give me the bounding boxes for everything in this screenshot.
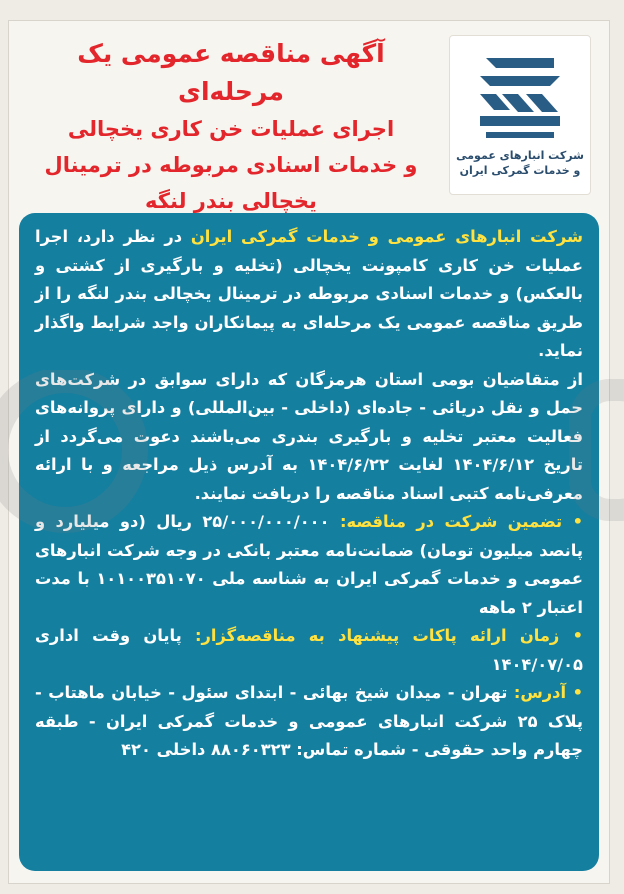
intro-text: در نظر دارد، اجرا عملیات خن کاری کامپونت یخچالی (تخلیه و بارگیری از کشتی و بالعکس) و خدمات اسنادی مربوطه در ترمینال یخچالی بندر لنگه را از طریق مناقصه عمومی یک مرحله‌ای به پیمانکاران واجد شرایط واگذار نماید. — [35, 227, 583, 360]
intro-paragraph — [35, 223, 583, 366]
logo-mark-icon — [472, 50, 568, 142]
announcement-text — [35, 223, 583, 765]
eligibility-paragraph: از متقاضیان بومی استان هرمزگان که دارای سوابق در شرکت‌های حمل و نقل دریائی - جاده‌ای (داخلی - بین‌المللی) و دارای پروانه‌های فعالیت معتبر تخلیه و بارگیری بندری می‌باشند دعوت می‌گردد از تاریخ ۱۴۰۴/۶/۱۲ لغایت ۱۴۰۴/۶/۲۲ به آدرس ذیل مراجعه و با ارائه معرفی‌نامه کتبی اسناد مناقصه را دریافت نمایند. — [35, 369, 583, 503]
company-name: شرکت انبارهای عمومی و خدمات گمرکی ایران — [190, 227, 583, 246]
title-line-3: و خدمات اسنادی مربوطه در ترمینال — [44, 153, 418, 177]
address-text: تهران - میدان شیخ بهائی - ابتدای سئول - خیابان ماهتاب - پلاک ۲۵ شرکت انبارهای عمومی و خدمات گمرکی ایران - طبقه چهارم واحد حقوقی - شماره تماس: ۸۸۰۶۰۳۲۳ داخلی ۴۲۰ — [35, 683, 583, 759]
advertisement-sheet — [8, 20, 610, 884]
guarantee-text: ۲۵/۰۰۰/۰۰۰/۰۰۰ ریال (دو میلیارد و پانصد میلیون تومان) ضمانت‌نامه معتبر بانکی در وجه شرکت انبارهای عمومی و خدمات گمرکی ایران به شناسه ملی ۱۰۱۰۰۳۵۱۰۷۰ با مدت اعتبار ۲ ماهه — [35, 512, 583, 617]
deadline-text: پایان وقت اداری ۱۴۰۴/۰۷/۰۵ — [35, 626, 583, 674]
company-logo — [449, 35, 591, 195]
bullet-icon: • — [572, 512, 584, 531]
announcement-panel — [19, 213, 599, 871]
title-line-4: یخچالی بندر لنگه — [145, 189, 317, 213]
bullet-icon: • — [572, 626, 584, 645]
bullet-icon: • — [572, 683, 583, 702]
header — [9, 21, 609, 211]
address-label: آدرس: — [513, 683, 567, 702]
address-paragraph — [35, 679, 583, 765]
deadline-label: زمان ارائه پاکات پیشنهاد به مناقصه‌گزار: — [195, 626, 560, 645]
title-line-1: آگهی مناقصه عمومی یک مرحله‌ای — [77, 39, 385, 106]
deadline-paragraph — [35, 622, 583, 679]
guarantee-label: تضمین شرکت در مناقصه: — [339, 512, 563, 531]
guarantee-paragraph — [35, 508, 583, 622]
logo-text: شرکت انبارهای عمومی و خدمات گمرکی ایران — [456, 149, 584, 177]
title-line-2: اجرای عملیات خن کاری یخچالی — [67, 117, 395, 141]
page-title — [21, 35, 441, 219]
